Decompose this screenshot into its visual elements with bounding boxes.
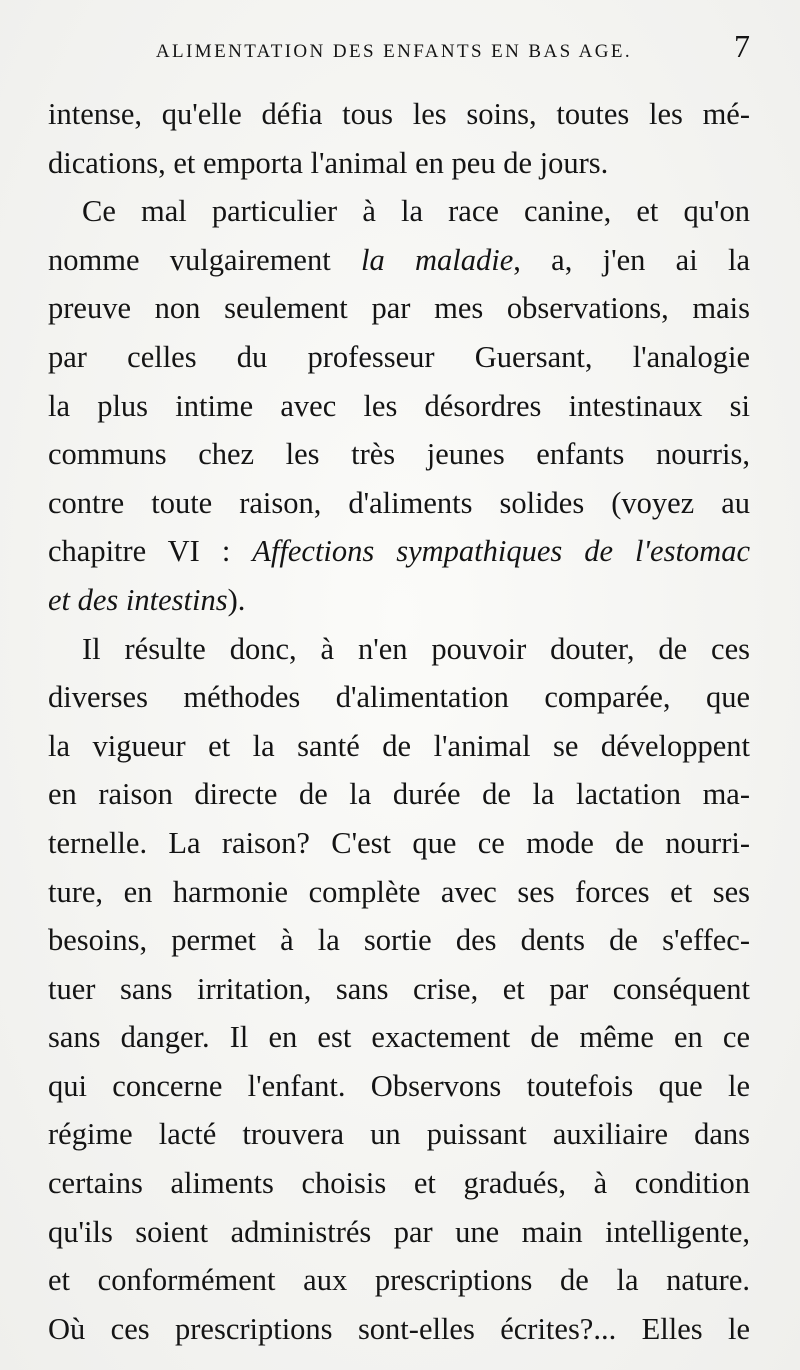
text-line: sans danger. Il en est exactement de même en ce bbox=[48, 1020, 750, 1055]
text-line: et conformément aux prescriptions de la nature. bbox=[48, 1263, 750, 1298]
paragraph-start-line: Ce mal particulier à la race canine, et qu'on bbox=[82, 194, 750, 229]
running-head: ALIMENTATION DES ENFANTS EN BAS AGE. bbox=[155, 41, 633, 62]
text-line: par celles du professeur Guersant, l'analogie bbox=[48, 339, 750, 374]
text-line: chapitre VI : Affections sympathiques de l'estomac bbox=[48, 534, 750, 569]
text-line: besoins, permet à la sortie des dents de s'effec- bbox=[48, 923, 750, 958]
page-header bbox=[48, 28, 750, 90]
text-line: et des intestins). bbox=[48, 582, 246, 617]
text-line: intense, qu'elle défia tous les soins, toutes les mé- bbox=[48, 97, 750, 131]
text-line: la vigueur et la santé de l'animal se développent bbox=[48, 728, 750, 763]
italic-phrase: et des intestins bbox=[48, 582, 228, 617]
text-line: qu'ils soient administrés par une main intelligente, bbox=[48, 1214, 750, 1249]
text-line: ternelle. La raison? C'est que ce mode de nourri- bbox=[48, 825, 750, 860]
text-line: qui concerne l'enfant. Observons toutefois que le bbox=[48, 1068, 750, 1103]
text-line: certains aliments choisis et gradués, à condition bbox=[48, 1166, 750, 1201]
italic-phrase: la maladie bbox=[360, 242, 514, 277]
text-line: en raison directe de la durée de la lactation ma- bbox=[48, 777, 750, 812]
text-line: la plus intime avec les désordres intestinaux si bbox=[48, 388, 750, 423]
text-line: tuer sans irritation, sans crise, et par conséquent bbox=[48, 971, 750, 1006]
text-line: dications, et emporta l'animal en peu de jours. bbox=[48, 145, 609, 180]
italic-phrase: Affections sympathiques de l'estomac bbox=[252, 534, 750, 569]
text-line: preuve non seulement par mes observations, mais bbox=[48, 291, 750, 326]
text-line: Où ces prescriptions sont-elles écrites?... Elles le bbox=[48, 1311, 750, 1346]
paragraph-start-line: Il résulte donc, à n'en pouvoir douter, de ces bbox=[82, 631, 750, 666]
text-line: communs chez les très jeunes enfants nourris, bbox=[48, 437, 750, 472]
text-line: ture, en harmonie complète avec ses forces et ses bbox=[48, 874, 750, 909]
text-line: régime lacté trouvera un puissant auxiliaire dans bbox=[48, 1117, 750, 1152]
text-line: diverses méthodes d'alimentation comparée, que bbox=[48, 680, 750, 715]
text-line: nomme vulgairement la maladie, a, j'en ai la bbox=[48, 242, 750, 277]
page-number: 7 bbox=[734, 28, 750, 64]
body-text bbox=[48, 90, 750, 1353]
text-line: contre toute raison, d'aliments solides (voyez au bbox=[48, 485, 750, 520]
